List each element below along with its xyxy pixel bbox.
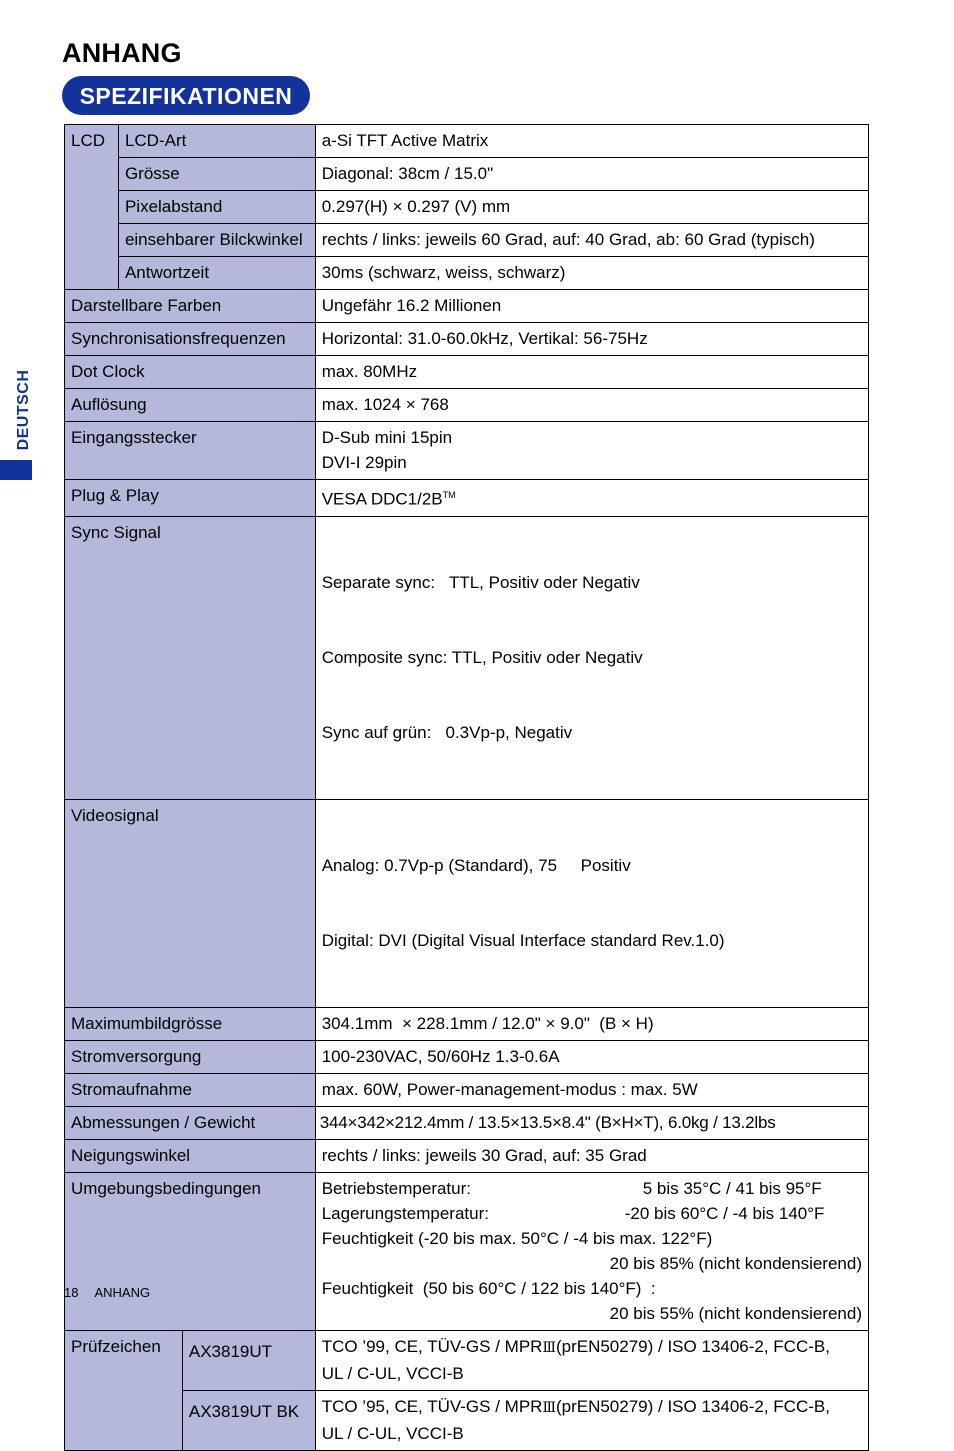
env-value: 20 bis 55% (nicht kondensierend) (609, 1303, 862, 1323)
env-value: 5 bis 35°C / 41 bis 95°F (642, 1178, 822, 1198)
table-row (65, 1330, 869, 1390)
table-row (65, 389, 869, 422)
spec-label-lcd-art: LCD-Art (118, 125, 315, 158)
roman-numeral: Ⅲ (542, 1399, 556, 1416)
table-row (65, 1040, 869, 1073)
page-footer (64, 1285, 166, 1300)
section-heading-pill: SPEZIFIKATIONEN (62, 76, 310, 115)
spec-value-dot-clock: max. 80MHz (315, 356, 868, 389)
spec-value-line: DVI-I 29pin (321, 453, 407, 472)
table-row (65, 356, 869, 389)
cert-line (322, 1334, 862, 1361)
cert-text: (prEN50279) / ISO 13406-2, FCC-B, (555, 1336, 830, 1356)
env-line-feuchtigkeit-1: Feuchtigkeit (-20 bis max. 50°C / -4 bis max. 122°F) (321, 1228, 713, 1248)
spec-value-videosignal (315, 799, 868, 1007)
cert-line (322, 1394, 862, 1421)
spec-value-line: Digital: DVI (Digital Visual Interface standard Rev.1.0) (321, 930, 725, 950)
roman-numeral: Ⅲ (542, 1339, 556, 1356)
spec-value-plug-and-play (315, 480, 868, 517)
table-row (65, 422, 869, 480)
env-line-feuchtigkeit-2: Feuchtigkeit (50 bis 60°C / 122 bis 140°F) : (321, 1278, 656, 1298)
spec-value-stromversorgung: 100-230VAC, 50/60Hz 1.3-0.6A (315, 1040, 868, 1073)
spec-label-eingangsstecker: Eingangsstecker (65, 422, 316, 480)
spec-value-neigungswinkel: rechts / links: jeweils 30 Grad, auf: 35 Grad (315, 1139, 868, 1172)
specifications-table (64, 124, 869, 1451)
table-row (65, 1007, 869, 1040)
spec-value-line: Separate sync: TTL, Positiv oder Negativ (321, 572, 640, 592)
cert-text: TCO ’95, CE, TÜV-GS / MPR (321, 1396, 543, 1416)
table-row (65, 480, 869, 517)
table-row (65, 799, 869, 1007)
table-row (65, 1390, 869, 1450)
language-side-tab: DEUTSCH (15, 369, 32, 451)
spec-group-lcd: LCD (65, 125, 119, 290)
spec-label-stromaufnahme: Stromaufnahme (65, 1073, 316, 1106)
spec-label-umgebungsbedingungen: Umgebungsbedingungen (65, 1172, 316, 1330)
table-row (65, 1106, 869, 1139)
spec-value-lcd-art: a-Si TFT Active Matrix (315, 125, 868, 158)
spec-label-aufloesung: Auflösung (65, 389, 316, 422)
spec-value-line: Sync auf grün: 0.3Vp-p, Negativ (321, 722, 573, 742)
spec-label-videosignal: Videosignal (65, 799, 316, 1007)
spec-value-aufloesung: max. 1024 × 768 (315, 389, 868, 422)
cert-text: TCO ’99, CE, TÜV-GS / MPR (321, 1336, 543, 1356)
spec-label-pruefzeichen: Prüfzeichen (65, 1330, 183, 1450)
env-label: Lagerungstemperatur: (321, 1203, 489, 1223)
table-row (65, 224, 869, 257)
model-label-ax3819ut: AX3819UT (182, 1330, 315, 1390)
spec-value-sync-signal (315, 516, 868, 799)
cert-line: UL / C-UL, VCCI-B (321, 1363, 464, 1383)
spec-label-antwortzeit: Antwortzeit (118, 257, 315, 290)
spec-label-abmessungen: Abmessungen / Gewicht (65, 1106, 316, 1139)
spec-label-stromversorgung: Stromversorgung (65, 1040, 316, 1073)
spec-value-pruefzeichen-ax3819ut (315, 1330, 868, 1390)
spec-value-blickwinkel: rechts / links: jeweils 60 Grad, auf: 40 Grad, ab: 60 Grad (typisch) (315, 224, 868, 257)
spec-value-line: Composite sync: TTL, Positiv oder Negativ (321, 647, 643, 667)
spec-value-pruefzeichen-ax3819ut-bk (315, 1390, 868, 1450)
table-row (65, 1073, 869, 1106)
table-row (65, 191, 869, 224)
spec-label-dot-clock: Dot Clock (65, 356, 316, 389)
spec-label-plug-and-play: Plug & Play (65, 480, 316, 517)
spec-value-groesse: Diagonal: 38cm / 15.0" (315, 158, 868, 191)
spec-label-pixelabstand: Pixelabstand (118, 191, 315, 224)
language-side-bar (0, 460, 32, 480)
plug-value-text: VESA DDC1/2B (321, 489, 443, 509)
env-label: Betriebstemperatur: (321, 1178, 471, 1198)
spec-value-maximumbildgroesse: 304.1mm × 228.1mm / 12.0" × 9.0" (B × H) (315, 1007, 868, 1040)
spec-value-stromaufnahme: max. 60W, Power-management-modus : max. 5W (315, 1073, 868, 1106)
spec-value-line: Analog: 0.7Vp-p (Standard), 75 Positiv (321, 855, 631, 875)
spec-value-farben: Ungefähr 16.2 Millionen (315, 290, 868, 323)
table-row (65, 158, 869, 191)
spec-label-farben: Darstellbare Farben (65, 290, 316, 323)
table-row (65, 516, 869, 799)
spec-value-eingangsstecker (315, 422, 868, 480)
page-title: ANHANG (62, 38, 182, 68)
env-line-betrieb (322, 1176, 862, 1201)
spec-label-sync-frequenzen: Synchronisationsfrequenzen (65, 323, 316, 356)
spec-label-groesse: Grösse (118, 158, 315, 191)
footer-label: ANHANG (94, 1285, 151, 1300)
cert-text: (prEN50279) / ISO 13406-2, FCC-B, (555, 1396, 830, 1416)
env-value: 20 bis 85% (nicht kondensierend) (609, 1253, 862, 1273)
table-row (65, 1139, 869, 1172)
table-row (65, 290, 869, 323)
spec-value-abmessungen: 344×342×212.4mm / 13.5×13.5×8.4" (B×H×T), 6.0kg / 13.2lbs (315, 1106, 868, 1139)
page-number: 18 (64, 1285, 79, 1300)
spec-value-line: D-Sub mini 15pin (321, 428, 453, 447)
trademark-superscript: TM (442, 490, 456, 500)
env-line-lagerung (322, 1201, 862, 1226)
table-row (65, 257, 869, 290)
spec-value-sync-frequenzen: Horizontal: 31.0-60.0kHz, Vertikal: 56-75Hz (315, 323, 868, 356)
env-value: -20 bis 60°C / -4 bis 140°F (624, 1203, 825, 1223)
spec-label-maximumbildgroesse: Maximumbildgrösse (65, 1007, 316, 1040)
cert-line: UL / C-UL, VCCI-B (321, 1423, 464, 1443)
model-label-ax3819ut-bk: AX3819UT BK (182, 1390, 315, 1450)
spec-value-umgebungsbedingungen (315, 1172, 868, 1330)
spec-label-blickwinkel: einsehbarer Bilckwinkel (118, 224, 315, 257)
table-row (65, 125, 869, 158)
spec-value-pixelabstand: 0.297(H) × 0.297 (V) mm (315, 191, 868, 224)
table-row (65, 323, 869, 356)
table-row (65, 1172, 869, 1330)
spec-value-antwortzeit: 30ms (schwarz, weiss, schwarz) (315, 257, 868, 290)
spec-label-sync-signal: Sync Signal (65, 516, 316, 799)
spec-label-neigungswinkel: Neigungswinkel (65, 1139, 316, 1172)
